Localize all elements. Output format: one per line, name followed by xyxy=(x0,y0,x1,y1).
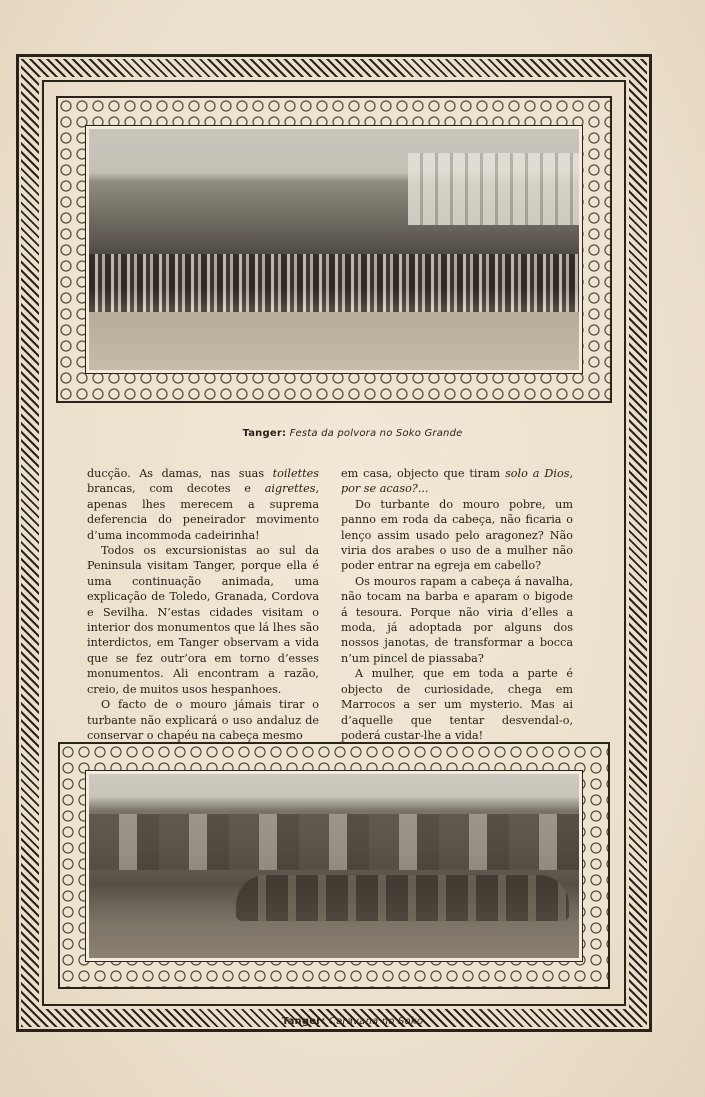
top-caption-description: Festa da polvora no Soko Grande xyxy=(289,428,463,439)
right-paragraph-3: Os mouros rapam a cabeça á navalha, não tocam na barba e aparam o bigode á tesoura. Porque não viria d’elles a moda, já adoptada por alguns dos nossos janotas, de transformar a bocca n’um pincel de piassaba? xyxy=(341,574,573,665)
top-caption-place: Tanger: xyxy=(242,428,287,439)
italic-run: toilettes xyxy=(272,467,319,480)
italic-run: aigrettes xyxy=(264,482,316,496)
article-left-column xyxy=(87,466,319,743)
text-run: , apenas lhes merecem a suprema deferencia do peneirador movimento d’uma incommoda cadeirinha! xyxy=(87,482,319,542)
left-paragraph-2: Todos os excursionistas ao sul da Peninsula visitam Tanger, porque ella é uma continuação animada, uma explicação de Toledo, Granada, Cordova e Sevilha. N’estas cidades visitam o interior dos monumentos que lá lhes são interdictos, em Tanger observam a vida que se fez outr’ora em torno d’esses monumentos. Ali encontram a razão, creio, de muitos usos hespanhoes. xyxy=(87,544,319,696)
photo-tents xyxy=(89,814,579,869)
text-run: brancas, com decotes e xyxy=(87,482,265,496)
text-run: ducção. As damas, nas suas xyxy=(87,467,273,480)
italic-run: solo a Dios, por se acaso? xyxy=(341,467,574,496)
top-caption xyxy=(0,428,705,439)
bottom-caption-description: Caravana no Soko xyxy=(328,1016,424,1027)
photo-gunpowder-festival xyxy=(86,126,582,373)
photo-town-buildings xyxy=(408,153,580,225)
photo-crowd xyxy=(89,254,579,312)
bottom-caption-place: Tanger: xyxy=(281,1016,326,1027)
text-run: em casa, objecto que tiram xyxy=(341,467,506,480)
photo-camels xyxy=(236,875,569,921)
article-right-column xyxy=(341,466,573,743)
photo-caravan xyxy=(86,771,582,961)
left-paragraph-1 xyxy=(87,466,319,543)
left-paragraph-3: O facto de o mouro jámais tirar o turbante não explicará o uso andaluz de conservar o chapéu na cabeça mesmo xyxy=(87,698,319,742)
text-run: ... xyxy=(417,482,429,496)
right-paragraph-2: Do turbante do mouro pobre, um pannо em roda da cabeça, não ficaria o lenço assim usado pelo aragonez? Não viria dos arabes o uso de a mulher não poder entrar na egreja em cabello? xyxy=(341,497,573,573)
bottom-caption xyxy=(0,1016,705,1027)
right-paragraph-1 xyxy=(341,466,573,497)
right-paragraph-4: A mulher, que em toda a parte é objecto de curiosidade, chega em Marrocos a ser um mysterio. Mas ai d’aquelle que tentar desvendal-o, poderá custar-lhe a vida! xyxy=(341,667,573,742)
